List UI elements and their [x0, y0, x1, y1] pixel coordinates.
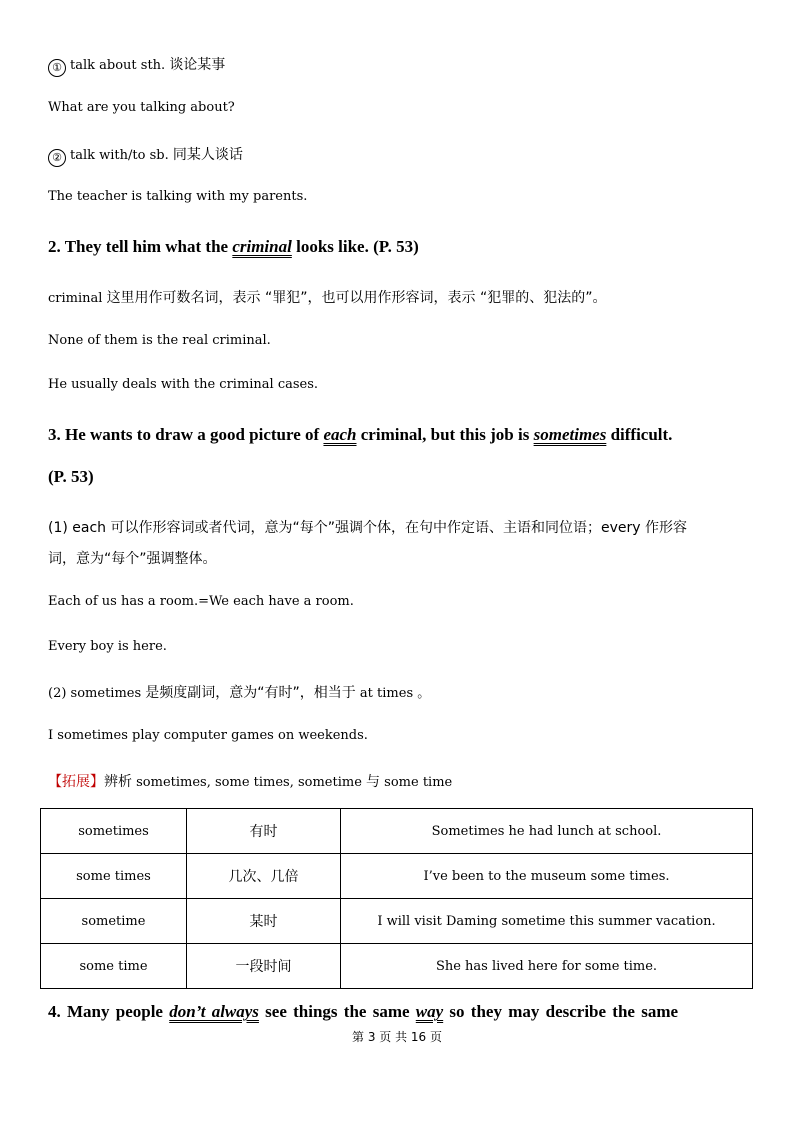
keyword-way: way	[415, 1002, 444, 1021]
section-heading-2	[48, 237, 419, 257]
usage-line-1	[48, 54, 225, 77]
extension-zh: 辨析	[104, 774, 132, 790]
heading-text: so they may describe the same	[443, 1002, 679, 1021]
explanation-each-every: (1) each 可以作形容词或者代词，意为“每个”强调个体，在句中作定语、主语和同位语；every 作形容	[48, 520, 688, 536]
table-cell-meaning: 有时	[187, 809, 341, 854]
table-cell-example: She has lived here for some time.	[341, 944, 753, 989]
heading-text: see things the same	[258, 1002, 416, 1021]
table-row	[41, 899, 753, 944]
table-cell-example: I’ve been to the museum some times.	[341, 854, 753, 899]
extension-en: sometimes, some times, sometime	[132, 775, 367, 790]
circled-number-2: ②	[48, 149, 66, 167]
example-sentence: What are you talking about?	[48, 100, 235, 115]
table-row	[41, 944, 753, 989]
term-criminal: criminal	[48, 291, 103, 306]
usage-2-english: talk with/to sb.	[70, 148, 169, 163]
usage-line-2	[48, 144, 243, 167]
explanation-en: at times 。	[355, 686, 431, 701]
table-cell-word: some time	[41, 944, 187, 989]
keyword-each: each	[323, 425, 357, 444]
heading-text: difficult.	[606, 425, 673, 444]
extension-line	[48, 771, 452, 791]
table-cell-meaning: 某时	[187, 899, 341, 944]
extension-en: some time	[380, 775, 453, 790]
table-cell-meaning: 几次、几倍	[187, 854, 341, 899]
usage-2-chinese: 同某人谈话	[172, 147, 243, 163]
table-row	[41, 854, 753, 899]
explanation-each-every-cont: 词，意为“每个”强调整体。	[48, 551, 217, 567]
table-cell-example: Sometimes he had lunch at school.	[341, 809, 753, 854]
page-footer: 第 3 页 共 16 页	[352, 1030, 442, 1044]
circled-number-1: ①	[48, 59, 66, 77]
heading-text: 3. He wants to draw a good picture of	[48, 425, 324, 444]
table-cell-meaning: 一段时间	[187, 944, 341, 989]
keyword-criminal: criminal	[232, 237, 292, 256]
comparison-table	[40, 808, 753, 989]
keyword-dont-always: don’t always	[169, 1002, 259, 1021]
table-cell-word: sometimes	[41, 809, 187, 854]
example-sentence: He usually deals with the criminal cases.	[48, 377, 319, 392]
section-heading-3	[48, 425, 672, 445]
keyword-sometimes: sometimes	[533, 425, 607, 444]
explanation-sometimes	[48, 682, 430, 702]
section-heading-3-page-ref: (P. 53)	[48, 467, 94, 486]
example-sentence: I sometimes play computer games on weekends.	[48, 728, 368, 743]
heading-text: 4. Many people	[48, 1002, 170, 1021]
heading-text: 2. They tell him what the	[48, 237, 233, 256]
extension-tag: 【拓展】	[48, 774, 104, 790]
usage-1-chinese: 谈论某事	[169, 57, 226, 73]
example-sentence: Each of us has a room.=We each have a room.	[48, 594, 354, 609]
example-sentence: Every boy is here.	[48, 639, 167, 654]
table-row	[41, 809, 753, 854]
extension-zh: 与	[366, 774, 381, 790]
heading-text: criminal, but this job is	[356, 425, 534, 444]
explanation-line	[48, 287, 606, 307]
explanation-zh: 是频度副词，意为“有时”，相当于	[145, 685, 356, 701]
example-sentence: The teacher is talking with my parents.	[48, 189, 308, 204]
table-cell-example: I will visit Daming sometime this summer vacation.	[341, 899, 753, 944]
usage-1-english: talk about sth.	[70, 58, 166, 73]
table-cell-word: sometime	[41, 899, 187, 944]
table-cell-word: some times	[41, 854, 187, 899]
example-sentence: None of them is the real criminal.	[48, 333, 271, 348]
heading-text: looks like. (P. 53)	[291, 237, 419, 256]
explanation-en: (2) sometimes	[48, 686, 146, 701]
explanation-chinese: 这里用作可数名词，表示 “罪犯”，也可以用作形容词，表示 “犯罪的、犯法的”。	[106, 290, 607, 306]
section-heading-4	[48, 1002, 678, 1022]
